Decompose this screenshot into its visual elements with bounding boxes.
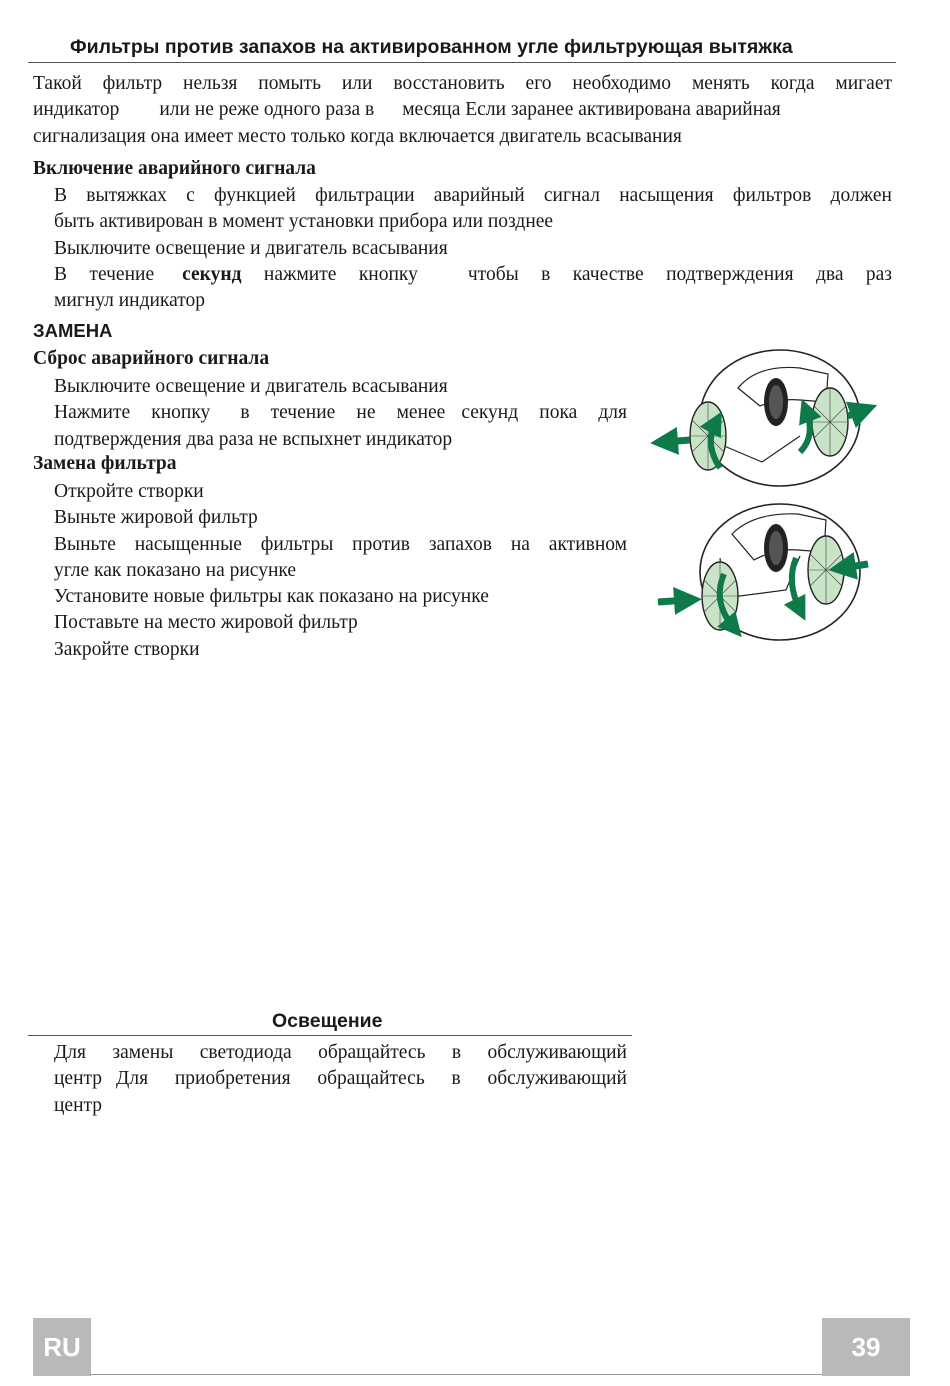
reset-text: в течение не менее (240, 402, 446, 424)
reset-text: секунд пока для (461, 402, 627, 424)
arrow-right-in (842, 564, 868, 568)
filter-step: угле как показано на рисунке (54, 559, 297, 581)
alarm-heading: Включение аварийного сигнала (33, 158, 316, 179)
filter-step: Откройте створки (54, 481, 204, 502)
alarm-body (54, 183, 892, 314)
intro-text: или не реже одного раза в (159, 99, 375, 121)
reset-heading: Сброс аварийного сигнала (33, 348, 270, 369)
reset-line (54, 400, 627, 426)
filter-replace-heading: Замена фильтра (33, 453, 177, 474)
lighting-line: Для замены светодиода обращайтесь в обслуживающий (54, 1042, 627, 1063)
alarm-text-bold: секунд (182, 263, 242, 285)
arrow-left-in (658, 600, 688, 602)
reset-body (54, 374, 627, 453)
alarm-text: нажмите кнопку (263, 263, 418, 285)
filter-step: Выньте жировой фильтр (54, 507, 258, 529)
filter-step: Закройте створки (54, 638, 200, 660)
alarm-line: мигнул индикатор (54, 290, 206, 312)
reset-text: Нажмите кнопку (54, 402, 211, 424)
intro-line-1: Такой фильтр нельзя помыть или восстановить его необходимо менять когда мигает (33, 73, 892, 94)
alarm-line: Выключите освещение и двигатель всасывания (54, 237, 448, 259)
intro-text: индикатор (33, 99, 120, 121)
lighting-heading: Освещение (272, 1010, 383, 1032)
footer-lang-badge (33, 1318, 91, 1376)
title-rule (28, 62, 896, 63)
arrow-left-out (664, 440, 690, 442)
reset-line: Выключите освещение и двигатель всасывания (54, 376, 448, 397)
intro-text: месяца Если заранее активирована аварийная (402, 99, 781, 121)
filter-step: Выньте насыщенные фильтры против запахов на активном (54, 533, 627, 555)
replace-heading: ЗАМЕНА (33, 320, 113, 341)
intro-paragraph (33, 71, 892, 150)
remove-filters-illustration (650, 340, 880, 500)
reset-line: подтверждения два раза не вспыхнет индикатор (54, 428, 453, 450)
filter-step: Поставьте на место жировой фильтр (54, 612, 358, 634)
install-filters-illustration (650, 498, 880, 648)
alarm-line: быть активирован в момент установки прибора или позднее (54, 211, 554, 233)
lighting-line: центр (54, 1094, 103, 1116)
footer-page-badge (822, 1318, 910, 1376)
lighting-text: Для приобретения обращайтесь в обслуживающий (116, 1068, 627, 1090)
footer-page-number: 39 (851, 1331, 881, 1362)
alarm-line: В вытяжках с функцией фильтрации аварийный сигнал насыщения фильтров должен (54, 185, 892, 206)
lighting-body (54, 1040, 627, 1119)
filter-steps (54, 479, 627, 663)
filter-step: Установите новые фильтры как показано на рисунке (54, 586, 489, 608)
lighting-text: центр (54, 1068, 103, 1090)
footer-line (90, 1374, 822, 1375)
page-title: Фильтры против запахов на активированном угле фильтрующая вытяжка (70, 36, 793, 58)
blower-fan-inner (769, 531, 783, 565)
intro-line-3: сигнализация она имеет место только когда включается двигатель всасывания (33, 125, 682, 147)
intro-line-2 (33, 99, 781, 120)
lighting-line (54, 1066, 627, 1092)
alarm-text: чтобы в качестве подтверждения два раз (467, 263, 893, 285)
blower-fan-inner (769, 385, 783, 419)
alarm-line (54, 262, 892, 288)
footer-lang: RU (43, 1331, 81, 1362)
lighting-rule (28, 1035, 632, 1036)
alarm-text: В течение (54, 263, 155, 285)
